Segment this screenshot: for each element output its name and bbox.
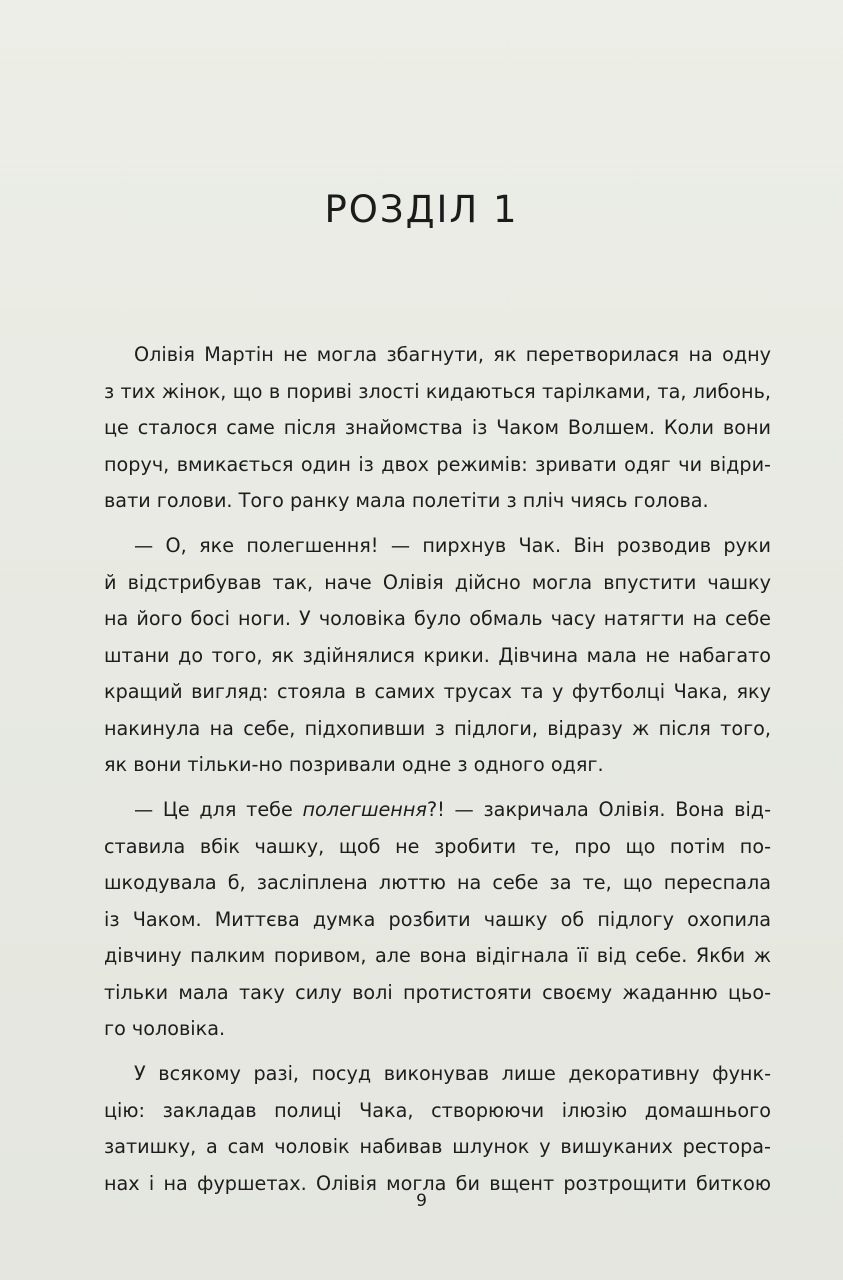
italic-word: полегшення (302, 798, 427, 821)
text-line: як вони тільки-но позривали одне з одного одяг. (104, 753, 604, 776)
text-line: вати голови. Того ранку мала полетіти з пліч чиясь голова. (104, 489, 709, 512)
text-line: го чоловіка. (104, 1017, 226, 1040)
text-line: ставила вбік чашку, щоб не зробити те, про що потім по- (104, 834, 771, 858)
text-line: на його босі ноги. У чоловіка було обмаль часу натягти на себе (104, 607, 771, 630)
text-line: тільки мала таку силу волі протистояти своєму жаданню цьо- (104, 980, 771, 1004)
text-line: з тих жінок, що в пориві злості кидаються тарілками, та, либонь, (104, 379, 771, 403)
text-run: ?! — закричала Олівія. Вона від- (426, 798, 772, 821)
text-line: це сталося саме після знайомства із Чаком Волшем. Коли вони (104, 416, 771, 439)
page-number: 9 (416, 1191, 427, 1211)
text-line: — О, яке полегшення! — пирхнув Чак. Він розводив руки (134, 534, 771, 557)
text-run: — Це для тебе (134, 798, 303, 821)
text-line: штани до того, як здійнялися крики. Дівчина мала не набагато (104, 643, 771, 667)
text-line: затишку, а сам чоловік набивав шлунок у вишуканих рестора- (104, 1135, 771, 1158)
text-line: шкодувала б, засліплена люттю на себе за те, що переспала (104, 871, 771, 894)
text-line: дівчину палким поривом, але вона відігнала її від себе. Якби ж (104, 944, 771, 967)
text-line: поруч, вмикається один із двох режимів: зривати одяг чи відри- (104, 452, 771, 476)
text-line: цію: закладав полиці Чака, створюючи ілюзію домашнього (104, 1098, 771, 1122)
chapter-title: РОЗДІЛ 1 (324, 188, 519, 231)
text-line: й відстрибував так, наче Олівія дійсно могла впустити чашку (104, 570, 771, 594)
text-line: із Чаком. Миттєва думка розбити чашку об підлогу охопила (104, 907, 771, 931)
text-line: кращий вигляд: стояла в самих трусах та у футболці Чака, яку (104, 680, 771, 703)
body-text (104, 337, 771, 1202)
text-line: У всякому разі, посуд виконував лише декоративну функ- (134, 1062, 771, 1085)
text-line: Олівія Мартін не могла збагнути, як перетворилася на одну (134, 343, 771, 366)
text-line: нах і на фуршетах. Олівія могла би вщент розтрощити биткою (104, 1171, 771, 1195)
text-line (104, 792, 771, 829)
text-line: накинула на себе, підхопивши з підлоги, відразу ж після того, (104, 716, 771, 740)
